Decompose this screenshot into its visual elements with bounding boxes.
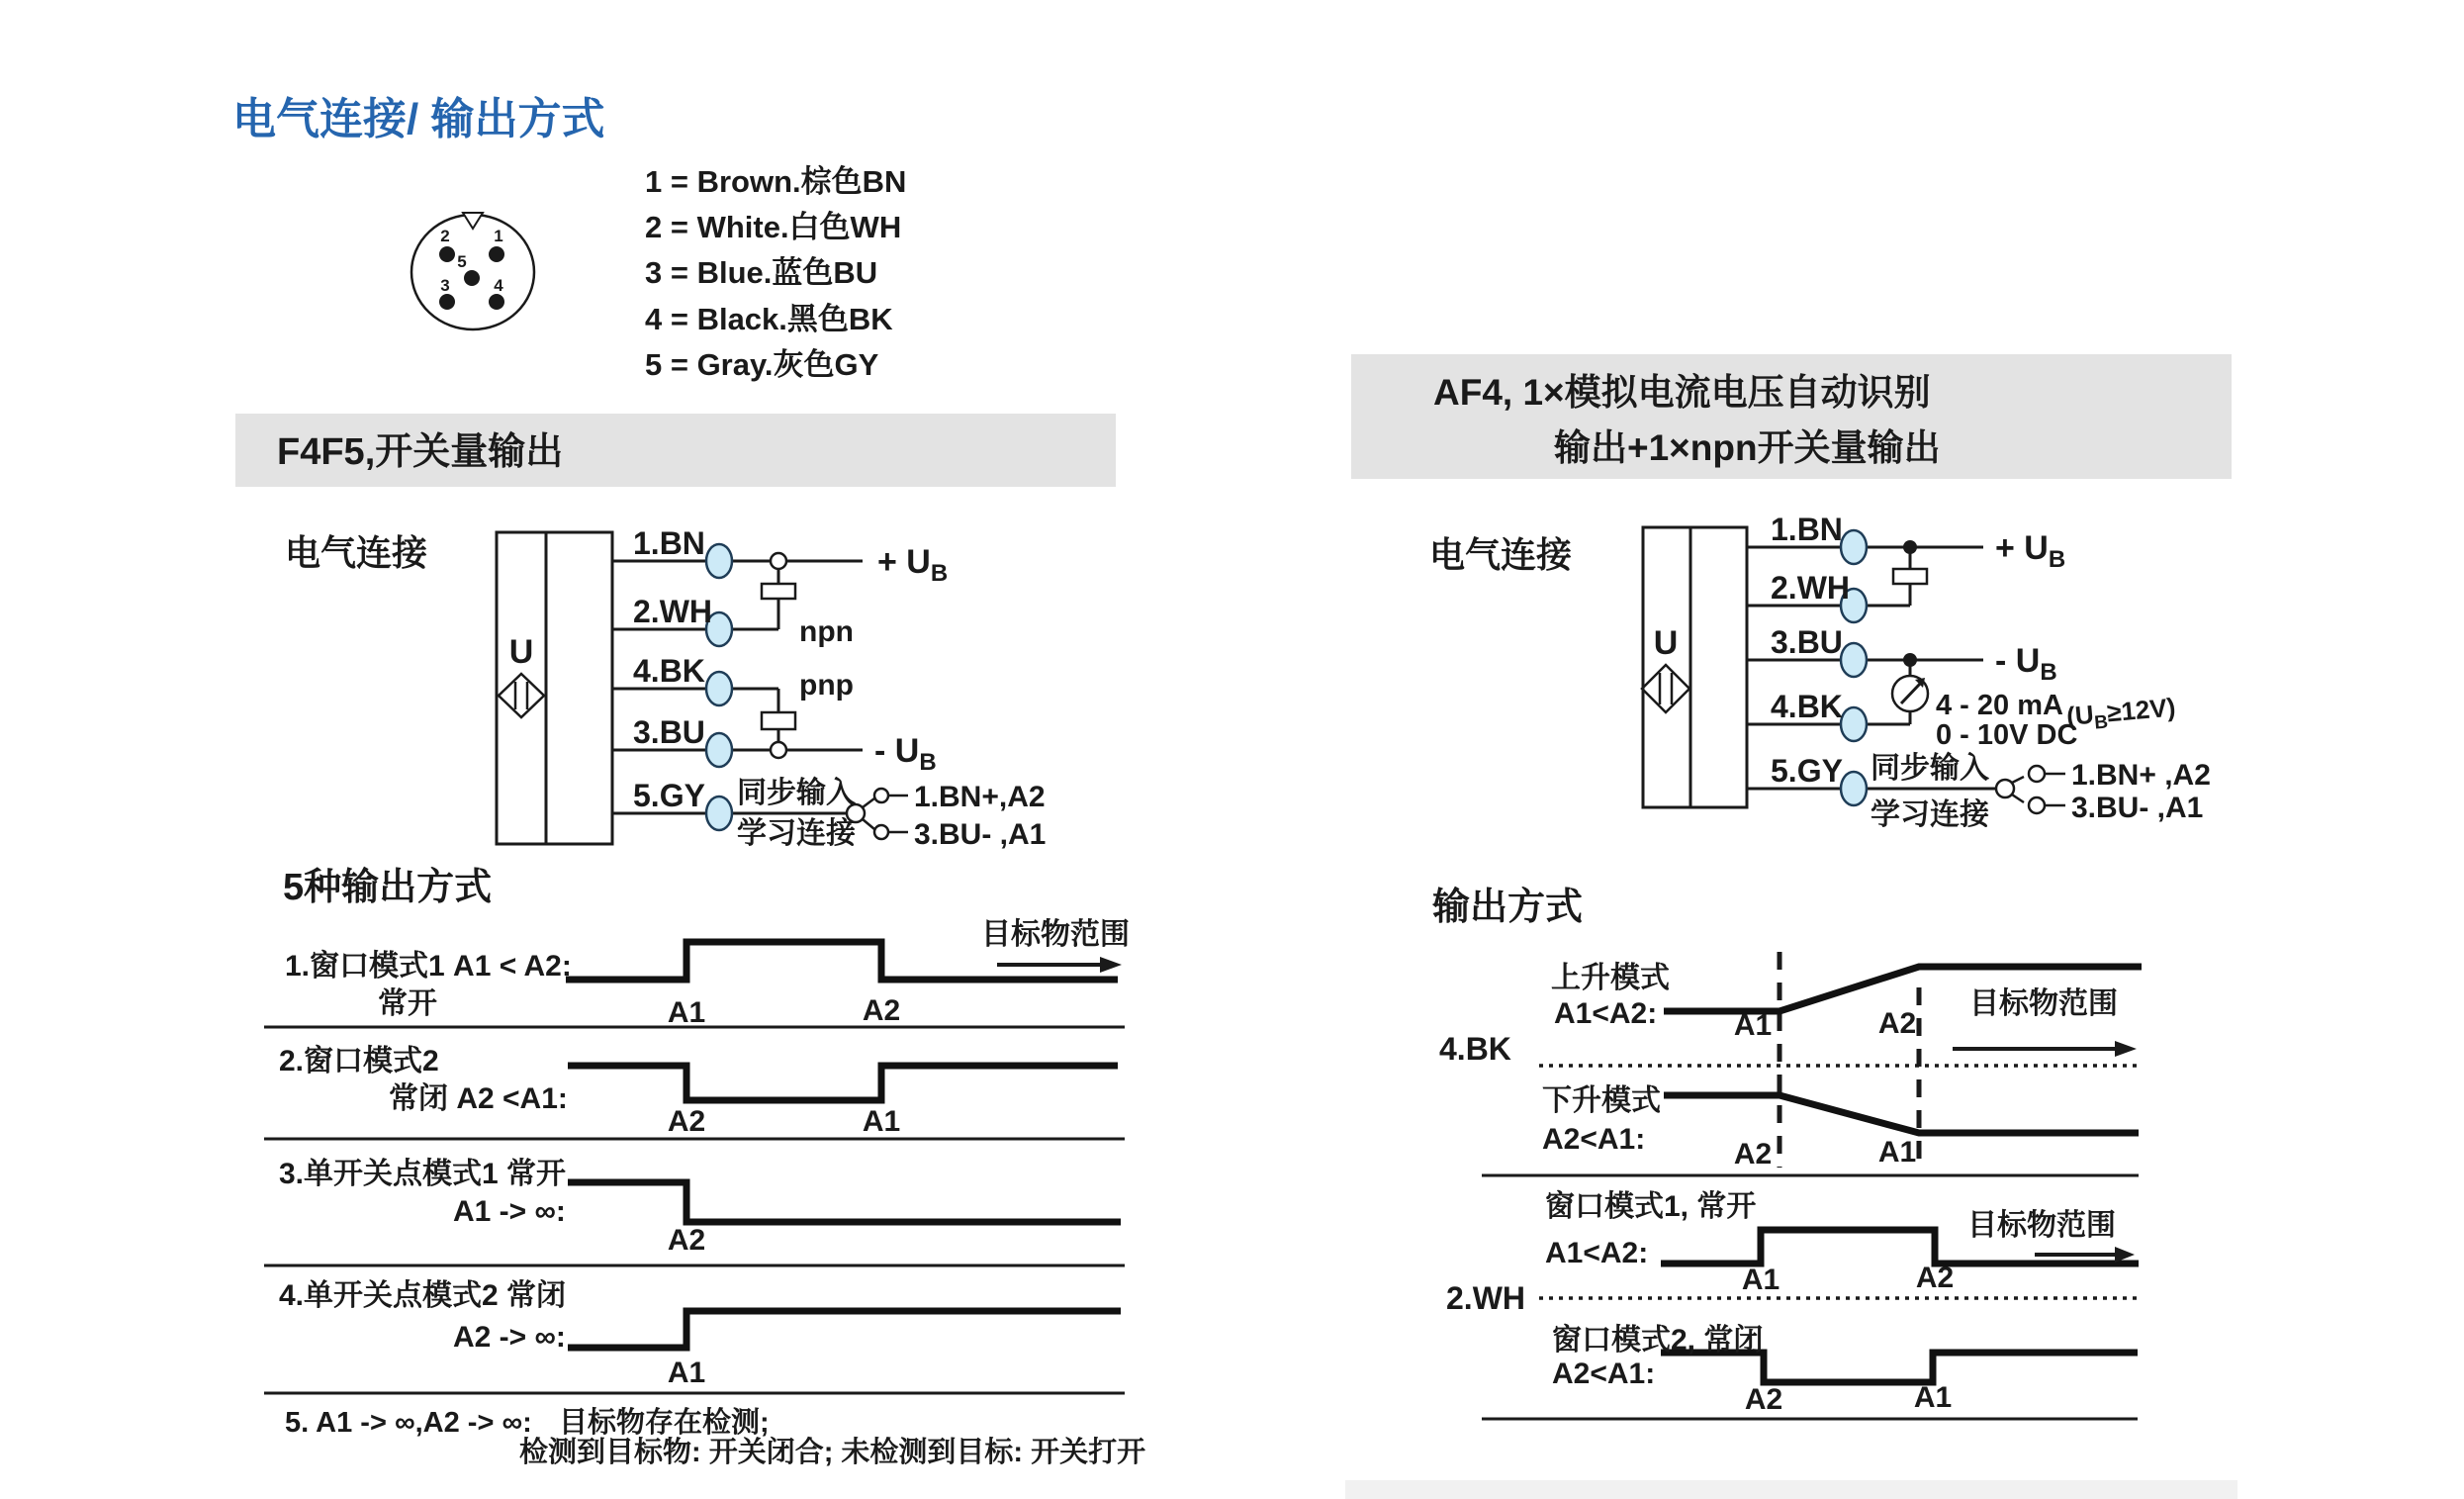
right-wire-labels [1771, 515, 1850, 789]
left-mode3-cond: A1 -> ∞: [453, 1195, 566, 1228]
right-mode-rising-title: 上升模式 [1551, 962, 1670, 994]
left-node-minus [771, 742, 786, 758]
pin-number-2: 2 [440, 227, 450, 245]
right-teach-label: 学习连接 [1871, 798, 1989, 831]
left-mode5-prefix: 5. A1 -> ∞,A2 -> ∞: [285, 1407, 532, 1439]
pin-legend-line-5: 5 = Gray.灰色GY [645, 347, 879, 382]
note-post: ≥12V) [2105, 692, 2177, 728]
left-device-label: U [508, 633, 534, 671]
mark-a1: A1 [667, 1357, 706, 1389]
mark-a2: A2 [1744, 1383, 1783, 1416]
timing-row-3 [264, 1182, 1125, 1265]
right-mode-rising-cond: A1<A2: [1554, 997, 1658, 1030]
mark-a2: A2 [862, 994, 901, 1027]
right-mode-window1-title: 窗口模式1, 常开 [1545, 1190, 1757, 1223]
right-sync-out2-label: 3.BU- ,A1 [2071, 792, 2204, 824]
target-range-label: 目标物范围 [981, 918, 1130, 951]
right-wiring-title: 电气连接 [1429, 534, 1573, 575]
mark-a1: A1 [1877, 1136, 1917, 1169]
plus-u-sub: B [2048, 546, 2066, 573]
analog-current-label: 4 - 20 mA [1936, 690, 2063, 721]
npn-label: npn [799, 615, 854, 648]
analog-ub-note [2065, 692, 2177, 735]
right-mode-falling-cond: A2<A1: [1542, 1123, 1646, 1156]
left-node-plus [771, 553, 786, 569]
minus-u-sub: B [2040, 659, 2057, 686]
left-sync-branch [847, 789, 908, 839]
left-wiring-title: 电气连接 [285, 532, 428, 573]
left-plus-ub-label [877, 543, 948, 587]
mark-a2: A2 [1877, 1007, 1917, 1040]
target-range-label: 目标物范围 [1969, 987, 2118, 1020]
right-circuit-diagram [1612, 515, 2285, 851]
analog-voltage-label: 0 - 10V DC [1936, 719, 2078, 751]
pin-number-3: 3 [440, 276, 450, 295]
right-sensor-symbol [1642, 527, 1747, 807]
left-mode5-line1: 目标物存在检测; [559, 1407, 770, 1439]
right-plus-ub-label [1995, 529, 2065, 573]
right-wire-label-4bk: 4.BK [1771, 689, 1843, 724]
pin-legend-line-2: 2 = White.白色WH [645, 210, 902, 244]
mark-a2: A2 [1915, 1262, 1955, 1294]
target-range-arrow [1100, 957, 1122, 973]
right-mode-falling-title: 下升模式 [1542, 1084, 1661, 1117]
target-range-arrow [2115, 1041, 2137, 1057]
left-wire-label-5gy: 5.GY [633, 778, 705, 813]
pin-number-1: 1 [494, 227, 503, 245]
left-minus-ub-label [874, 732, 937, 776]
left-mode2-title: 2.窗口模式2 [279, 1045, 439, 1077]
right-channel-bk-label: 4.BK [1439, 1031, 1511, 1067]
left-mode1-state: 常开 [378, 987, 437, 1020]
page-title: 电气连接/ 输出方式 [232, 95, 605, 143]
left-mode4-cond: A2 -> ∞: [453, 1321, 566, 1354]
left-sensor-symbol [497, 532, 612, 844]
mark-a1: A1 [1733, 1009, 1773, 1042]
right-channel-wh-label: 2.WH [1446, 1280, 1525, 1316]
left-section-header: F4F5,开关量输出 [277, 431, 564, 473]
mark-a1: A1 [1913, 1381, 1953, 1414]
left-output-title: 5种输出方式 [283, 867, 493, 908]
plus-u-text: + U [877, 543, 931, 581]
right-minus-ub-label [1995, 642, 2057, 686]
mark-a1: A1 [1741, 1264, 1780, 1296]
connector-notch [463, 213, 483, 229]
left-sync-out1-label: 1.BN+,A2 [914, 781, 1046, 813]
next-section-bar-partial [1345, 1480, 2237, 1499]
left-wire-label-3bu: 3.BU [633, 714, 705, 750]
left-wire-label-2wh: 2.WH [633, 594, 712, 629]
right-wire-label-3bu: 3.BU [1771, 624, 1843, 660]
left-mode4-title: 4.单开关点模式2 常闭 [279, 1279, 567, 1312]
left-sync-out2-label: 3.BU- ,A1 [914, 818, 1047, 851]
target-range-label: 目标物范围 [1967, 1209, 2116, 1242]
pnp-resistor [762, 712, 795, 729]
pin-number-5: 5 [457, 252, 467, 271]
right-sync-out1-label: 1.BN+ ,A2 [2071, 759, 2211, 792]
left-teach-label: 学习连接 [737, 817, 856, 850]
right-device-label: U [1653, 624, 1679, 662]
pin-legend-line-3: 3 = Blue.蓝色BU [645, 255, 878, 290]
mark-a2: A2 [667, 1224, 706, 1257]
right-node-minus [1903, 653, 1917, 667]
note-sub: B [2093, 711, 2109, 734]
right-section-header-line2: 输出+1×npn开关量输出 [1554, 427, 1941, 468]
left-pin-connectors [706, 544, 732, 830]
left-wire-labels [633, 525, 712, 813]
right-resistor [1893, 569, 1927, 584]
minus-u-sub: B [919, 749, 937, 776]
connector-diagram [396, 203, 564, 341]
left-mode1-title: 1.窗口模式1 A1 < A2: [285, 950, 572, 983]
plus-u-sub: B [930, 560, 949, 587]
right-wire-label-5gy: 5.GY [1771, 753, 1843, 789]
left-circuit-diagram [475, 522, 1167, 861]
minus-u-text: - U [1995, 642, 2041, 680]
mark-a1: A1 [667, 996, 706, 1029]
left-mode3-title: 3.单开关点模式1 常开 [279, 1158, 567, 1190]
left-wire-label-1bn: 1.BN [633, 525, 705, 561]
right-mode-window2-title: 窗口模式2, 常闭 [1552, 1324, 1764, 1357]
right-wire-label-1bn: 1.BN [1771, 515, 1843, 547]
left-mode5-line2: 检测到目标物: 开关闭合; 未检测到目标: 开关打开 [519, 1437, 1146, 1468]
right-sync-branch [1996, 766, 2065, 813]
right-sync-input-label: 同步输入 [1871, 752, 1989, 785]
pin-legend-line-4: 4 = Black.黑色BK [645, 302, 893, 336]
mark-a1: A1 [862, 1105, 901, 1138]
npn-resistor [762, 584, 795, 599]
pin-number-4: 4 [494, 276, 503, 295]
right-node-plus [1903, 540, 1917, 554]
right-mode-window2-cond: A2<A1: [1552, 1358, 1656, 1390]
pin-legend-line-1: 1 = Brown.棕色BN [645, 164, 907, 199]
plus-u-text: + U [1995, 529, 2049, 567]
left-wire-label-4bk: 4.BK [633, 653, 705, 689]
right-output-title: 输出方式 [1432, 887, 1584, 928]
mark-a2: A2 [667, 1105, 706, 1138]
timing-row-4 [264, 1311, 1125, 1393]
left-mode2-state: 常闭 A2 <A1: [389, 1082, 568, 1115]
note-pre: (U [2064, 699, 2095, 731]
pnp-label: pnp [799, 669, 854, 702]
right-section-header-line1: AF4, 1×模拟电流电压自动识别 [1433, 372, 1931, 413]
right-wire-label-2wh: 2.WH [1771, 570, 1850, 606]
left-sync-input-label: 同步输入 [737, 777, 856, 809]
minus-u-text: - U [874, 732, 920, 770]
mark-a2: A2 [1733, 1138, 1773, 1171]
right-mode-window1-cond: A1<A2: [1545, 1237, 1649, 1269]
